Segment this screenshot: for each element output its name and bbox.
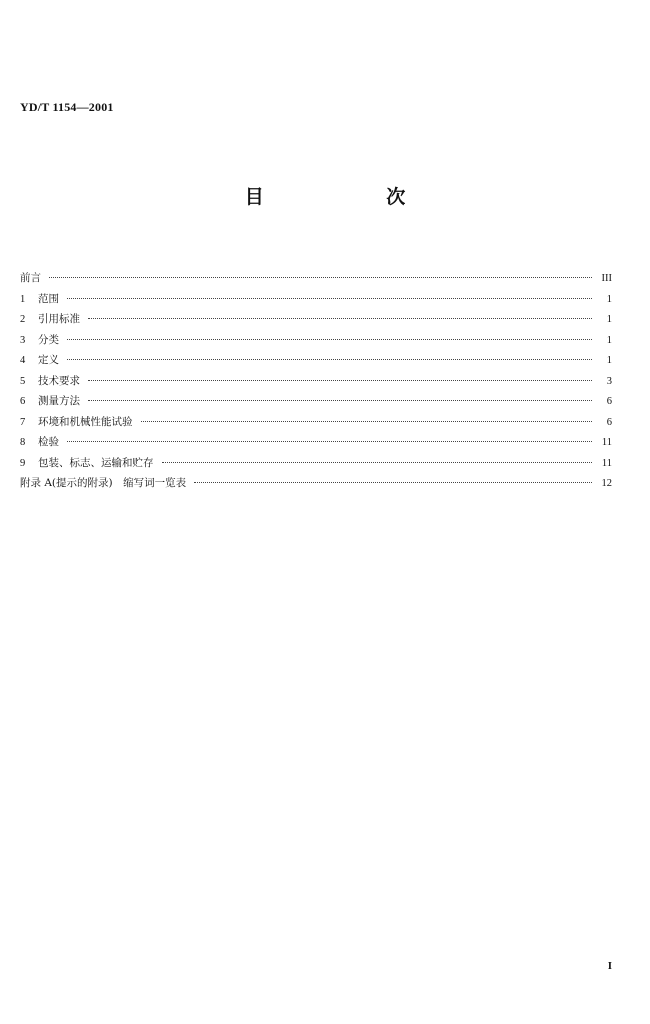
toc-dot-leader bbox=[88, 318, 592, 319]
table-of-contents bbox=[20, 268, 612, 494]
toc-entry-page: 12 bbox=[601, 478, 612, 489]
toc-entry-label: 技术要求 bbox=[38, 374, 80, 387]
toc-dot-leader bbox=[49, 277, 592, 278]
toc-entry-label: 前言 bbox=[20, 272, 41, 284]
toc-entry[interactable] bbox=[20, 330, 612, 351]
toc-entry-number: 3 bbox=[20, 334, 26, 346]
toc-dot-leader bbox=[141, 421, 593, 422]
toc-entry-page: 1 bbox=[606, 314, 612, 325]
toc-entry[interactable] bbox=[20, 432, 612, 453]
toc-entry-label: 范围 bbox=[38, 292, 59, 305]
toc-entry[interactable] bbox=[20, 391, 612, 412]
toc-entry-label: 分类 bbox=[38, 333, 59, 346]
toc-entry-number: 1 bbox=[20, 293, 26, 305]
toc-entry-number: 7 bbox=[20, 416, 26, 428]
page-number: I bbox=[607, 960, 612, 972]
toc-entry-label: 测量方法 bbox=[38, 395, 80, 407]
toc-entry-page: 3 bbox=[606, 375, 612, 387]
toc-entry-page: 11 bbox=[601, 437, 612, 448]
toc-entry-number: 4 bbox=[20, 355, 26, 366]
toc-entry-page: 11 bbox=[601, 457, 612, 469]
toc-dot-leader bbox=[88, 380, 592, 381]
toc-entry-number: 9 bbox=[20, 457, 26, 469]
toc-dot-leader bbox=[194, 482, 592, 483]
toc-entry-page: 6 bbox=[606, 416, 612, 428]
toc-entry-page: 6 bbox=[606, 396, 612, 407]
toc-entry[interactable] bbox=[20, 453, 612, 474]
toc-entry-page: III bbox=[601, 273, 612, 284]
toc-entry-label: 引用标准 bbox=[38, 313, 80, 325]
toc-entry-number: 8 bbox=[20, 437, 26, 448]
toc-dot-leader bbox=[67, 359, 592, 360]
toc-dot-leader bbox=[162, 462, 593, 463]
toc-entry-label: 检验 bbox=[38, 436, 59, 448]
toc-entry[interactable] bbox=[20, 268, 612, 289]
toc-entry-page: 1 bbox=[606, 293, 612, 305]
toc-entry-page: 1 bbox=[606, 334, 612, 346]
standard-code: YD/T 1154—2001 bbox=[20, 100, 114, 114]
toc-dot-leader bbox=[67, 441, 592, 442]
toc-entry-number: 5 bbox=[20, 375, 26, 387]
toc-entry[interactable] bbox=[20, 309, 612, 330]
toc-entry-number: 2 bbox=[20, 314, 26, 325]
toc-entry[interactable] bbox=[20, 289, 612, 310]
toc-entry[interactable] bbox=[20, 350, 612, 371]
toc-entry-page: 1 bbox=[606, 355, 612, 366]
toc-entry-label: 包装、标志、运输和贮存 bbox=[38, 456, 154, 469]
page-title: 目 次 bbox=[244, 186, 464, 208]
toc-dot-leader bbox=[67, 339, 592, 340]
toc-dot-leader bbox=[67, 298, 592, 299]
toc-entry[interactable] bbox=[20, 473, 612, 494]
toc-entry[interactable] bbox=[20, 412, 612, 433]
toc-entry[interactable] bbox=[20, 371, 612, 392]
toc-entry-label: 附录 A(提示的附录) 缩写词一览表 bbox=[20, 477, 187, 489]
toc-entry-label: 定义 bbox=[38, 354, 59, 366]
toc-entry-number: 6 bbox=[20, 396, 26, 407]
toc-entry-label: 环境和机械性能试验 bbox=[38, 415, 133, 428]
toc-dot-leader bbox=[88, 400, 592, 401]
